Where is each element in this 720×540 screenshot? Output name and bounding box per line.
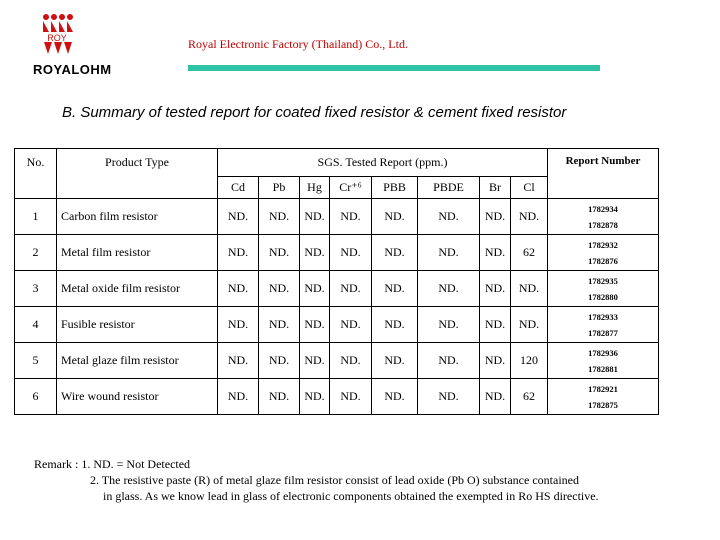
row-value: ND. [480,343,511,379]
row-value: ND. [259,235,300,271]
row-value: ND. [259,271,300,307]
report-number-2: 1782875 [588,399,618,410]
row-value: ND. [480,307,511,343]
table-row [15,307,659,343]
row-no: 2 [15,235,57,271]
row-value: ND. [300,271,330,307]
element-pbde: PBDE [418,177,480,199]
row-value: ND. [418,199,480,235]
row-product: Wire wound resistor [57,379,218,415]
logo-mark-text: ROY [47,33,67,43]
row-value: 62 [511,235,548,271]
element-pb: Pb [259,177,300,199]
remark-block [34,456,599,504]
report-number-1: 1782934 [588,203,618,214]
royalohm-logo-mark [24,12,134,62]
page-subtitle: B. Summary of tested report for coated fixed resistor & cement fixed resistor [62,104,567,121]
element-pbb: PBB [372,177,418,199]
header-sgs-report: SGS. Tested Report (ppm.) [218,149,548,177]
row-value: ND. [300,307,330,343]
row-value: ND. [372,307,418,343]
row-value: ND. [218,235,259,271]
row-value: ND. [418,235,480,271]
row-value: ND. [418,307,480,343]
row-value: ND. [511,199,548,235]
report-number-2: 1782881 [588,363,618,374]
row-product: Fusible resistor [57,307,218,343]
report-number-2: 1782880 [588,291,618,302]
row-value: ND. [300,235,330,271]
table-row [15,199,659,235]
row-product: Metal film resistor [57,235,218,271]
row-value: ND. [480,379,511,415]
row-value: ND. [218,307,259,343]
remark-line-3: in glass. As we know lead in glass of electronic components obtained the exempted in Ro HS directive. [103,489,599,503]
report-number-2: 1782877 [588,327,618,338]
row-value: ND. [259,379,300,415]
report-number-1: 1782935 [588,275,618,286]
row-value: ND. [330,199,372,235]
row-value: ND. [418,379,480,415]
row-value: ND. [259,343,300,379]
row-value: 62 [511,379,548,415]
row-value: ND. [480,235,511,271]
row-value: ND. [372,235,418,271]
row-value: ND. [330,271,372,307]
table-header-row [15,149,659,177]
element-cl: Cl [511,177,548,199]
row-no: 3 [15,271,57,307]
row-value: ND. [300,379,330,415]
row-value: ND. [218,379,259,415]
row-value: ND. [330,307,372,343]
table-row [15,235,659,271]
row-value: ND. [330,235,372,271]
row-report-number [548,199,659,235]
row-value: ND. [218,199,259,235]
row-value: ND. [300,343,330,379]
row-value: ND. [511,271,548,307]
header-no: No. [15,149,57,199]
element-cd: Cd [218,177,259,199]
row-report-number [548,271,659,307]
element-br: Br [480,177,511,199]
row-no: 1 [15,199,57,235]
row-value: ND. [372,343,418,379]
header-report-number: Report Number [548,149,659,199]
row-value: ND. [372,199,418,235]
row-value: ND. [372,379,418,415]
row-value: ND. [300,199,330,235]
table-row [15,379,659,415]
report-number-1: 1782932 [588,239,618,250]
remark-line-2: 2. The resistive paste (R) of metal glaze film resistor consist of lead oxide (Pb O) substance contained [90,473,579,487]
row-value: ND. [330,343,372,379]
row-value: ND. [218,271,259,307]
row-no: 5 [15,343,57,379]
row-value: ND. [259,199,300,235]
report-number-1: 1782936 [588,347,618,358]
row-product: Carbon film resistor [57,199,218,235]
row-value: ND. [418,271,480,307]
remark-line-1: Remark : 1. ND. = Not Detected [34,457,191,471]
row-report-number [548,343,659,379]
row-no: 6 [15,379,57,415]
row-value: ND. [480,271,511,307]
table-row [15,343,659,379]
row-no: 4 [15,307,57,343]
report-number-1: 1782933 [588,311,618,322]
row-value: ND. [372,271,418,307]
row-report-number [548,307,659,343]
report-number-2: 1782878 [588,219,618,230]
row-product: Metal oxide film resistor [57,271,218,307]
row-value: ND. [418,343,480,379]
row-product: Metal glaze film resistor [57,343,218,379]
report-number-1: 1782921 [588,383,618,394]
row-report-number [548,235,659,271]
company-name: Royal Electronic Factory (Thailand) Co., Ltd. [188,37,408,51]
report-table [14,148,659,415]
table-row [15,271,659,307]
row-report-number [548,379,659,415]
row-value: ND. [330,379,372,415]
row-value: ND. [511,307,548,343]
row-value: ND. [480,199,511,235]
row-value: ND. [259,307,300,343]
header-product-type: Product Type [57,149,218,199]
element-hg: Hg [300,177,330,199]
row-value: ND. [218,343,259,379]
row-value: 120 [511,343,548,379]
logo-wordmark: ROYALOHM [33,62,112,77]
header-accent-bar [188,65,600,71]
report-number-2: 1782876 [588,255,618,266]
element-cr6: Cr⁺⁶ [330,177,372,199]
